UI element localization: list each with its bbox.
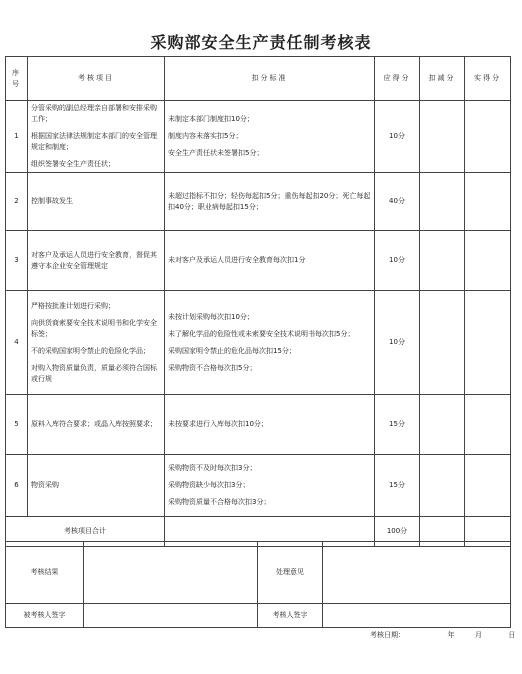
item-line: 组织签署安全生产责任状； — [31, 160, 115, 168]
header-score: 应得分 — [375, 57, 420, 101]
row-criteria — [165, 173, 375, 231]
row-item — [28, 291, 165, 395]
row-criteria — [165, 101, 375, 173]
item-line: 根据国家法律法规制定本部门的安全管理规定和制度； — [31, 132, 157, 151]
row-number: 1 — [6, 101, 28, 173]
row-criteria — [165, 455, 375, 517]
row-number: 3 — [6, 231, 28, 291]
row-item — [28, 455, 165, 517]
table-row — [6, 395, 511, 455]
header-criteria: 扣分标准 — [165, 57, 375, 101]
header-actual: 实得分 — [465, 57, 511, 101]
row-deduct-cell[interactable] — [420, 173, 465, 231]
row-actual-cell[interactable] — [465, 231, 511, 291]
row-actual-cell[interactable] — [465, 101, 511, 173]
assessment-table — [5, 56, 511, 547]
total-label: 考核项目合计 — [6, 517, 165, 547]
table-header-row — [6, 57, 511, 101]
examinee-sign-field[interactable] — [84, 604, 258, 628]
criteria-line: 采购国家明令禁止的危化品每次扣15分； — [168, 346, 296, 355]
row-deduct-cell[interactable] — [420, 101, 465, 173]
row-criteria — [165, 395, 375, 455]
criteria-line: 采购物资质量不合格每次扣3分； — [168, 498, 271, 506]
criteria-line: 未按要求进行入库每次扣10分； — [168, 420, 268, 428]
item-line: 严格按批准计划进行采购； — [31, 301, 115, 310]
item-line: 对客户及承运人员进行安全教育，督促其遵守本企业安全管理规定 — [31, 250, 157, 270]
result-label: 考核结果 — [6, 542, 84, 604]
date-year: 年 — [447, 631, 455, 639]
criteria-line: 未超过指标不扣分；轻伤每起扣5分；重伤每起扣20分；死亡每起扣40分；职业病每起扣15分； — [168, 191, 371, 211]
row-number: 6 — [6, 455, 28, 517]
item-line: 对购入物资质量负责，质量必须符合国标或行规 — [31, 363, 157, 383]
item-line: 原料入库符合要求；或晶入库按照要求； — [31, 420, 157, 428]
result-field[interactable] — [84, 542, 258, 604]
assessment-date — [370, 630, 515, 640]
row-criteria — [165, 231, 375, 291]
row-actual-cell[interactable] — [465, 455, 511, 517]
row-score: 10分 — [375, 101, 420, 173]
table-row — [6, 101, 511, 173]
item-line: 分管采购的副总经理亲自部署和安排采购工作； — [31, 104, 157, 123]
signature-table — [5, 541, 511, 628]
row-number: 4 — [6, 291, 28, 395]
criteria-line: 未了解化学品的危险性或未索要安全技术说明书每次扣5分； — [168, 329, 355, 338]
criteria-line: 未按计划采购每次扣10分； — [168, 312, 254, 321]
row-score: 15分 — [375, 455, 420, 517]
row-criteria — [165, 291, 375, 395]
row-score: 15分 — [375, 395, 420, 455]
row-item — [28, 173, 165, 231]
item-line: 控制事故发生 — [31, 197, 73, 205]
criteria-line: 安全生产责任状未签署扣5分； — [168, 149, 264, 157]
criteria-line: 制度内容未落实扣5分； — [168, 132, 243, 140]
item-line: 不的采购国家明令禁止的危险化学品； — [31, 346, 150, 355]
row-score: 10分 — [375, 231, 420, 291]
row-actual-cell[interactable] — [465, 395, 511, 455]
total-score: 100分 — [375, 517, 420, 547]
criteria-line: 采购物资不合格每次扣5分； — [168, 363, 257, 372]
criteria-line: 采购物资不及时每次扣3分； — [168, 464, 257, 472]
table-row — [6, 231, 511, 291]
row-actual-cell[interactable] — [465, 291, 511, 395]
opinion-label: 处理意见 — [258, 542, 323, 604]
page-title: 采购部安全生产责任制考核表 — [150, 33, 372, 52]
row-number: 2 — [6, 173, 28, 231]
row-deduct-cell[interactable] — [420, 455, 465, 517]
criteria-line: 未制定本部门制度扣10分； — [168, 115, 254, 123]
date-label: 考核日期： — [370, 631, 405, 639]
row-deduct-cell[interactable] — [420, 395, 465, 455]
date-month: 月 — [474, 631, 482, 639]
criteria-line: 未对客户及承运人员进行安全教育每次扣1分 — [168, 256, 306, 264]
row-actual-cell[interactable] — [465, 173, 511, 231]
criteria-line: 采购物资缺少每次扣3分； — [168, 481, 250, 489]
header-no: 序号 — [6, 57, 28, 101]
row-score: 40分 — [375, 173, 420, 231]
row-number: 5 — [6, 395, 28, 455]
row-item — [28, 231, 165, 291]
header-item: 考核项目 — [28, 57, 165, 101]
row-item — [28, 395, 165, 455]
table-row — [6, 291, 511, 395]
row-deduct-cell[interactable] — [420, 231, 465, 291]
table-row — [6, 173, 511, 231]
row-item — [28, 101, 165, 173]
header-deduct: 扣减分 — [420, 57, 465, 101]
date-day: 日 — [508, 631, 516, 639]
item-line: 向供货商索要安全技术说明书和化学安全标签； — [31, 318, 157, 338]
row-score: 10分 — [375, 291, 420, 395]
item-line: 物资采购 — [31, 481, 59, 489]
examiner-sign-field[interactable] — [323, 604, 511, 628]
opinion-field[interactable] — [323, 542, 511, 604]
examinee-sign-label: 被考核人签字 — [6, 604, 84, 628]
examiner-sign-label: 考核人签字 — [258, 604, 323, 628]
row-deduct-cell[interactable] — [420, 291, 465, 395]
table-row — [6, 455, 511, 517]
